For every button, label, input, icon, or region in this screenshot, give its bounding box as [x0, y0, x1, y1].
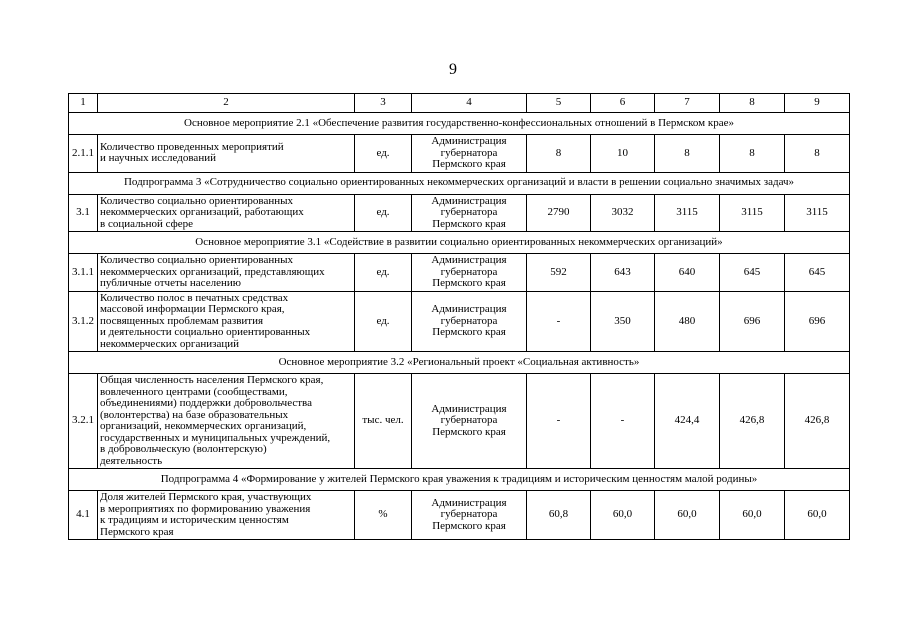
section-heading-row [69, 469, 850, 491]
column-header: 9 [785, 94, 850, 113]
section-heading: Подпрограмма 3 «Сотрудничество социально ориентированных некоммерческих организаций и власти в решении социально значимых задач» [69, 172, 850, 194]
value-cell: 3115 [655, 194, 720, 232]
section-heading: Основное мероприятие 2.1 «Обеспечение развития государственно-конфессиональных отношений в Пермском крае» [69, 113, 850, 135]
indicator-name: Количество социально ориентированных некоммерческих организаций, представляющих публичные отчеты населению [98, 254, 355, 292]
indicator-code: 4.1 [69, 491, 98, 540]
responsible-org: Администрация губернатора Пермского края [412, 374, 527, 469]
value-cell: - [527, 374, 591, 469]
value-cell: - [591, 374, 655, 469]
value-cell: - [527, 291, 591, 352]
indicator-name: Количество проведенных мероприятий и научных исследований [98, 135, 355, 173]
column-header: 8 [720, 94, 785, 113]
column-header: 2 [98, 94, 355, 113]
value-cell: 8 [785, 135, 850, 173]
value-cell: 645 [720, 254, 785, 292]
page-number: 9 [449, 61, 457, 78]
table-row [69, 291, 850, 352]
indicator-code: 3.2.1 [69, 374, 98, 469]
section-heading-row [69, 172, 850, 194]
responsible-org: Администрация губернатора Пермского края [412, 291, 527, 352]
value-cell: 640 [655, 254, 720, 292]
value-cell: 424,4 [655, 374, 720, 469]
value-cell: 60,0 [655, 491, 720, 540]
indicator-name: Доля жителей Пермского края, участвующих в мероприятиях по формированию уважения к традициям и историческим ценностям Пермского края [98, 491, 355, 540]
table-row [69, 254, 850, 292]
column-header: 7 [655, 94, 720, 113]
value-cell: 480 [655, 291, 720, 352]
value-cell: 60,0 [591, 491, 655, 540]
value-cell: 645 [785, 254, 850, 292]
section-heading-row [69, 352, 850, 374]
value-cell: 426,8 [720, 374, 785, 469]
section-heading-row [69, 113, 850, 135]
value-cell: 8 [655, 135, 720, 173]
value-cell: 426,8 [785, 374, 850, 469]
table-row [69, 374, 850, 469]
column-number-row [69, 94, 850, 113]
indicator-code: 3.1.2 [69, 291, 98, 352]
indicator-name: Количество полос в печатных средствах массовой информации Пермского края, посвященных проблемам развития и деятельности социально ориентированных некоммерческих организаций [98, 291, 355, 352]
section-heading-row [69, 232, 850, 254]
value-cell: 696 [720, 291, 785, 352]
value-cell: 60,8 [527, 491, 591, 540]
indicator-code: 3.1.1 [69, 254, 98, 292]
value-cell: 350 [591, 291, 655, 352]
column-header: 3 [355, 94, 412, 113]
table-row [69, 135, 850, 173]
value-cell: 8 [720, 135, 785, 173]
value-cell: 3032 [591, 194, 655, 232]
unit-cell: % [355, 491, 412, 540]
value-cell: 3115 [720, 194, 785, 232]
value-cell: 592 [527, 254, 591, 292]
unit-cell: ед. [355, 194, 412, 232]
unit-cell: ед. [355, 291, 412, 352]
unit-cell: ед. [355, 135, 412, 173]
value-cell: 2790 [527, 194, 591, 232]
value-cell: 3115 [785, 194, 850, 232]
table-row [69, 194, 850, 232]
column-header: 4 [412, 94, 527, 113]
value-cell: 8 [527, 135, 591, 173]
table-row [69, 491, 850, 540]
column-header: 6 [591, 94, 655, 113]
responsible-org: Администрация губернатора Пермского края [412, 135, 527, 173]
value-cell: 10 [591, 135, 655, 173]
unit-cell: ед. [355, 254, 412, 292]
value-cell: 60,0 [785, 491, 850, 540]
section-heading: Подпрограмма 4 «Формирование у жителей Пермского края уважения к традициям и историческим ценностям малой родины» [69, 469, 850, 491]
column-header: 5 [527, 94, 591, 113]
value-cell: 60,0 [720, 491, 785, 540]
indicator-code: 2.1.1 [69, 135, 98, 173]
value-cell: 643 [591, 254, 655, 292]
responsible-org: Администрация губернатора Пермского края [412, 491, 527, 540]
indicator-name: Количество социально ориентированных некоммерческих организаций, работающих в социальной сфере [98, 194, 355, 232]
column-header: 1 [69, 94, 98, 113]
responsible-org: Администрация губернатора Пермского края [412, 194, 527, 232]
indicator-name: Общая численность населения Пермского края, вовлеченного центрами (сообществами, объединениями) поддержки добровольчества (волонтерства) на базе образовательных организаций, некоммерческих организаций, государственных и муниципальных учреждений, в добровольческую (волонтерскую) деятельность [98, 374, 355, 469]
indicators-table [68, 93, 850, 540]
section-heading: Основное мероприятие 3.1 «Содействие в развитии социально ориентированных некоммерческих организаций» [69, 232, 850, 254]
responsible-org: Администрация губернатора Пермского края [412, 254, 527, 292]
section-heading: Основное мероприятие 3.2 «Региональный проект «Социальная активность» [69, 352, 850, 374]
value-cell: 696 [785, 291, 850, 352]
unit-cell: тыс. чел. [355, 374, 412, 469]
indicator-code: 3.1 [69, 194, 98, 232]
